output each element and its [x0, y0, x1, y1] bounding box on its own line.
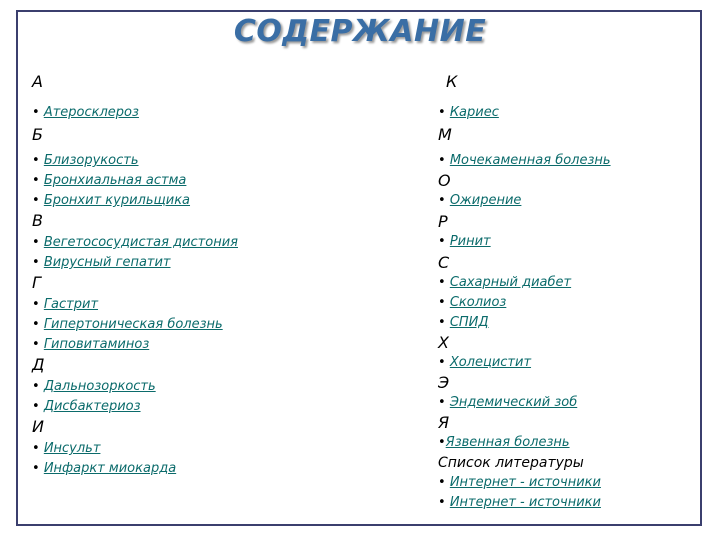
contents-item[interactable]: • Бронхиальная астма	[32, 173, 187, 188]
section-letter-d: Д	[32, 355, 45, 374]
section-letter-s: С	[438, 253, 450, 272]
section-letter-ya: Я	[438, 413, 450, 432]
contents-item[interactable]: • Близорукость	[32, 153, 139, 168]
contents-item[interactable]: • Ринит	[438, 234, 491, 249]
section-letter-i: И	[32, 417, 44, 436]
contents-item[interactable]: • Гипертоническая болезнь	[32, 317, 223, 332]
contents-item[interactable]: • Сахарный диабет	[438, 275, 572, 290]
section-letter-r: Р	[438, 212, 448, 231]
contents-item[interactable]: • Дисбактериоз	[32, 399, 141, 414]
section-letter-a: А	[32, 72, 43, 91]
section-letter-e: Э	[438, 373, 450, 392]
contents-item[interactable]: • Бронхит курильщика	[32, 193, 191, 208]
section-letter-k: К	[446, 72, 458, 91]
section-letter-v: В	[32, 211, 43, 230]
contents-item[interactable]: • Мочекаменная болезнь	[438, 153, 611, 168]
contents-item[interactable]: • Гиповитаминоз	[32, 337, 150, 352]
references-item[interactable]: • Интернет - источники	[438, 495, 601, 510]
contents-item[interactable]: • Сколиоз	[438, 295, 507, 310]
section-letter-h: Х	[438, 333, 449, 352]
section-letter-o: О	[438, 171, 451, 190]
contents-item[interactable]: • Кариес	[438, 105, 499, 120]
contents-item[interactable]: • Вирусный гепатит	[32, 255, 171, 270]
contents-column-right	[438, 72, 611, 513]
page-title: СОДЕРЖАНИЕ	[233, 14, 487, 49]
contents-item[interactable]: • СПИД	[438, 315, 489, 330]
contents-item[interactable]: • Гастрит	[32, 297, 99, 312]
contents-item[interactable]: • Ожирение	[438, 193, 522, 208]
section-letter-g: Г	[32, 273, 41, 292]
contents-item[interactable]: • Вегетососудистая дистония	[32, 235, 238, 250]
contents-item[interactable]: • Холецистит	[438, 355, 532, 370]
contents-item[interactable]: • Инсульт	[32, 441, 101, 456]
references-label: Список литературы	[438, 455, 584, 471]
section-letter-b: Б	[32, 125, 43, 144]
contents-item[interactable]: •Язвенная болезнь	[438, 435, 570, 450]
contents-item[interactable]: • Инфаркт миокарда	[32, 461, 177, 476]
contents-item[interactable]: • Дальнозоркость	[32, 379, 156, 394]
contents-item[interactable]: • Эндемический зоб	[438, 395, 578, 410]
section-letter-m: М	[438, 125, 452, 144]
references-item[interactable]: • Интернет - источники	[438, 475, 601, 490]
contents-item[interactable]: • Атеросклероз	[32, 105, 139, 120]
contents-column-left	[32, 72, 238, 479]
